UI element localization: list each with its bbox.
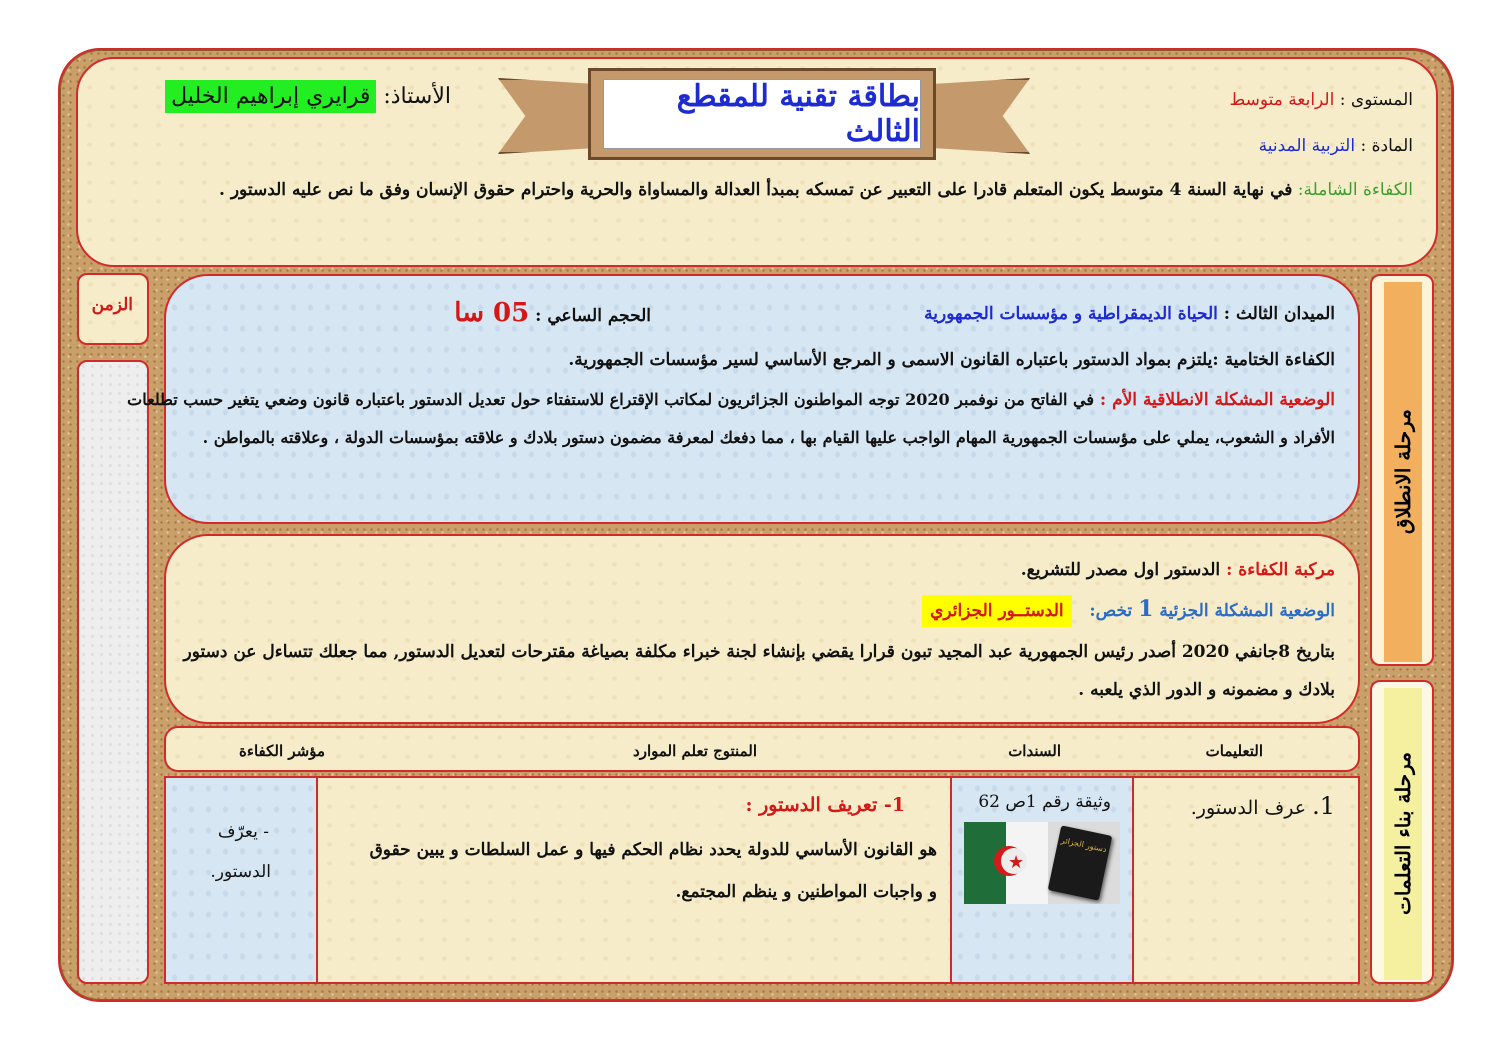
instruction-item bbox=[1191, 792, 1335, 820]
time-label: الزمن bbox=[91, 295, 133, 315]
header-product: المنتوج تعلم الموارد bbox=[633, 742, 757, 760]
book-icon bbox=[1048, 825, 1113, 900]
global-competence-label: الكفاءة الشاملة: bbox=[1297, 180, 1413, 200]
subject-label: المادة : bbox=[1360, 136, 1413, 156]
field-label: الميدان الثالث : bbox=[1223, 304, 1335, 324]
product-title: 1- تعريف الدستور : bbox=[745, 794, 905, 816]
product-line2: و واجبات المواطنين و ينظم المجتمع. bbox=[675, 882, 937, 902]
final-competence: الكفاءة الختامية :يلتزم بمواد الدستور باعتباره القانون الاسمى و المرجع الأساسي لسير مؤسسات الجمهورية. bbox=[568, 350, 1335, 370]
table-header bbox=[164, 726, 1360, 772]
component-value: الدستور اول مصدر للتشريع. bbox=[1020, 560, 1221, 580]
teacher-label: الأستاذ: bbox=[383, 84, 451, 109]
algeria-flag bbox=[964, 822, 1048, 904]
time-header-box bbox=[77, 273, 149, 345]
build-phase-label: مرحلة بناء التعلمات bbox=[1384, 688, 1422, 980]
hours-line bbox=[454, 298, 651, 328]
constitution-image bbox=[964, 822, 1120, 904]
instruction-text: عرف الدستور. bbox=[1190, 797, 1307, 819]
header-indicator: مؤشر الكفاءة bbox=[239, 742, 325, 760]
hours-value: 05 سا bbox=[454, 298, 530, 328]
instruction-num: 1. bbox=[1312, 792, 1335, 820]
component-line bbox=[1021, 560, 1335, 580]
launch-situation-text1: في الفاتح من نوفمبر 2020 توجه المواطنون الجزائريون لمكاتب الإقتراع للاستفتاء حول تعديل الدستور باعتباره قانون وضعي يتغير حسب تطلعات bbox=[127, 390, 1094, 409]
component-label: مركبة الكفاءة : bbox=[1226, 560, 1335, 580]
indicator-line2: الدستور. bbox=[210, 862, 271, 882]
launch-situation-line1 bbox=[127, 390, 1335, 410]
global-competence-text: في نهاية السنة 4 متوسط يكون المتعلم قادرا على التعبير عن تمسكه بمبدأ العدالة والمساواة والحرية واحترام حقوق الإنسان وفق ما نص عليه الدستور . bbox=[219, 180, 1293, 200]
product-line1: هو القانون الأساسي للدولة يحدد نظام الحكم فيها و عمل السلطات و يبين حقوق bbox=[369, 840, 937, 860]
partial-situation-topic: الدستــور الجزائري bbox=[922, 595, 1071, 627]
title-ribbon bbox=[588, 68, 936, 160]
build-phase-box bbox=[1370, 680, 1434, 984]
field-line bbox=[924, 304, 1335, 324]
hours-label: الحجم الساعي : bbox=[535, 306, 651, 326]
header-instructions: التعليمات bbox=[1205, 742, 1263, 760]
teacher-line bbox=[165, 84, 451, 109]
field-value: الحياة الديمقراطية و مؤسسات الجمهورية bbox=[924, 304, 1218, 324]
partial-situation-line bbox=[922, 596, 1335, 622]
launch-phase-label: مرحلة الانطلاق bbox=[1384, 282, 1422, 662]
partial-line2: بلادك و مضمونه و الدور الذي يلعبه . bbox=[1078, 680, 1335, 700]
support-doc: وثيقة رقم 1ص 62 bbox=[978, 792, 1111, 812]
subject-value: التربية المدنية bbox=[1258, 136, 1356, 156]
launch-situation-label: الوضعية المشكلة الانطلاقية الأم : bbox=[1099, 390, 1335, 410]
level-label: المستوى : bbox=[1339, 90, 1413, 110]
launch-phase-box bbox=[1370, 274, 1434, 666]
launch-situation-line2: الأفراد و الشعوب، يملي على مؤسسات الجمهورية المهام الواجب عليها القيام بها ، مما دفعك لمعرفة مضمون دستور بلادك و علاقته بمؤسسات الدولة ، وعلاقته بالمواطن . bbox=[202, 428, 1335, 447]
indicator-line1: - يعرّف bbox=[217, 822, 269, 842]
level-line bbox=[1229, 90, 1413, 110]
partial-situation-num: 1 bbox=[1138, 596, 1154, 622]
teacher-name: قرايري إبراهيم الخليل bbox=[165, 80, 376, 113]
global-competence-line bbox=[219, 180, 1413, 200]
partial-situation-label: الوضعية المشكلة الجزئية bbox=[1159, 601, 1335, 621]
page-title: بطاقة تقنية للمقطع الثالث bbox=[676, 79, 920, 149]
star-icon: ★ bbox=[1008, 852, 1025, 873]
subject-line bbox=[1259, 136, 1413, 156]
partial-situation-concern: تخص: bbox=[1089, 601, 1133, 621]
header-supports: السندات bbox=[1008, 742, 1061, 760]
partial-line1: بتاريخ 8جانفي 2020 أصدر رئيس الجمهورية عبد المجيد تبون قرارا يقضي بإنشاء لجنة خبراء مكلفة بصياغة مقترحات لتعديل الدستور, مما جعلك تتساءل عن دستور bbox=[183, 642, 1335, 662]
level-value: الرابعة متوسط bbox=[1229, 90, 1335, 110]
time-column bbox=[77, 360, 149, 984]
book-title: دستور الجزائر bbox=[1060, 835, 1108, 855]
